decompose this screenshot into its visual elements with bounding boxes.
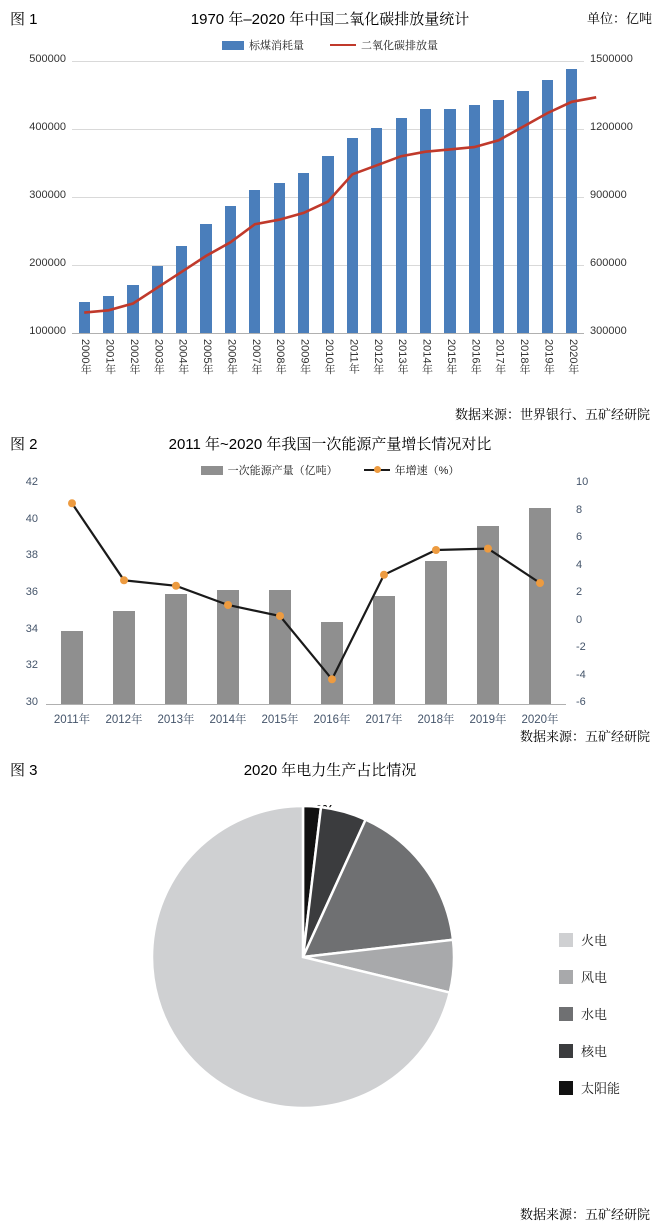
figure-2-source: 数据来源：五矿经研院: [519, 729, 650, 744]
x-axis-tick-label: 2006年: [225, 339, 238, 375]
pie-legend-label: 水电: [580, 1007, 607, 1022]
growth-rate-line: [46, 484, 566, 704]
y-axis-tick-label: 42: [25, 476, 38, 488]
y-axis-tick-label: 34: [25, 622, 38, 635]
legend-bar-label: 一次能源产量（亿吨）: [227, 465, 338, 477]
figure-1-source: 数据来源：世界银行、五矿经研院: [454, 407, 650, 422]
y2-axis-tick-label: 1200000: [590, 121, 633, 133]
x-axis-tick-label: 2012年: [371, 339, 384, 375]
x-axis-tick-label: 2015年: [261, 714, 299, 726]
legend-line-label: 年增速（%）: [394, 465, 460, 477]
y2-axis-tick-label: 300000: [590, 325, 627, 337]
legend-bar-swatch-icon: [222, 41, 244, 50]
pie-legend-label: 太阳能: [580, 1081, 620, 1096]
x-axis-tick-label: 2013年: [157, 714, 195, 726]
y-axis-tick-label: 38: [25, 549, 38, 562]
legend-item-bar: [222, 37, 304, 53]
x-axis-tick-label: 2001年: [103, 339, 116, 375]
pie-legend-label: 风电: [580, 970, 607, 985]
chart-1-plot: [29, 53, 633, 375]
figure-3-source: 数据来源：五矿经研院: [519, 1207, 650, 1222]
pie-legend-item: [559, 967, 620, 986]
x-axis-tick-label: 2002年: [127, 339, 140, 375]
figure-2-legend: [0, 462, 660, 478]
legend-item-line: [330, 37, 438, 53]
x-axis-tick-label: 2014年: [420, 339, 433, 375]
y2-axis-tick-label: 1500000: [590, 53, 633, 65]
x-axis-line: [46, 704, 566, 705]
x-axis-tick-label: 2011年: [347, 339, 360, 374]
y2-axis-tick-label: 8: [576, 503, 583, 516]
pie-legend-swatch-icon: [559, 1081, 573, 1095]
y2-axis-tick-label: 600000: [590, 257, 627, 269]
x-axis-tick-label: 2013年: [396, 339, 409, 375]
figure-1-label: 图 1: [10, 11, 38, 28]
pie-legend-item: [559, 1004, 620, 1023]
x-axis-tick-label: 2005年: [201, 339, 214, 375]
x-axis-tick-label: 2016年: [313, 714, 351, 726]
x-axis-tick-label: 2007年: [249, 339, 262, 375]
y-axis-tick-label: 100000: [29, 325, 66, 337]
figure-1-legend: [0, 37, 660, 53]
figure-2-title: 2011 年~2020 年我国一次能源产量增长情况对比: [168, 436, 492, 453]
x-axis-tick-label: 2019年: [469, 714, 507, 726]
y-axis-tick-label: 500000: [29, 53, 66, 65]
pie-legend-swatch-icon: [559, 933, 573, 947]
legend-line-label: 二氧化碳排放量: [361, 40, 438, 52]
x-axis-tick-label: 2011年: [53, 714, 91, 726]
y-axis-tick-label: 400000: [29, 121, 66, 133]
pie-svg: [148, 802, 458, 1112]
x-axis-tick-label: 2017年: [365, 714, 403, 726]
x-axis-tick-label: 2003年: [152, 339, 165, 375]
x-axis-tick-label: 2015年: [444, 339, 457, 375]
chart-2-plot: [25, 476, 589, 726]
x-axis-tick-label: 2017年: [493, 339, 506, 375]
figure-1-title: 1970 年–2020 年中国二氧化碳排放量统计: [190, 11, 470, 28]
y-axis-tick-label: 30: [25, 696, 38, 708]
chart-3: [0, 780, 660, 1210]
y2-axis-tick-label: 10: [576, 476, 589, 488]
legend-bar-label: 标煤消耗量: [249, 40, 304, 52]
x-axis-tick-label: 2018年: [417, 714, 455, 726]
y2-axis-tick-label: 900000: [590, 189, 627, 201]
chart-1: [0, 53, 660, 408]
pie-legend-label: 核电: [580, 1044, 607, 1059]
x-axis-tick-label: 2010年: [323, 339, 335, 375]
pie-chart: [148, 802, 458, 1112]
legend-item-energy-output: [201, 462, 338, 478]
figure-3-label: 图 3: [10, 762, 38, 779]
pie-legend-swatch-icon: [559, 970, 573, 984]
pie-legend-item: [559, 1041, 620, 1060]
x-axis-tick-label: 2019年: [542, 339, 555, 375]
x-axis-tick-label: 2014年: [209, 714, 247, 726]
pie-legend-item: [559, 1078, 620, 1097]
legend-bar-swatch-icon: [201, 466, 223, 475]
figure-3: [0, 755, 660, 1223]
x-axis-tick-label: 2012年: [105, 714, 143, 726]
y2-axis-tick-label: 0: [576, 613, 583, 626]
y2-axis-tick-label: -6: [576, 696, 586, 708]
x-axis-tick-label: 2016年: [469, 339, 482, 375]
y2-axis-tick-label: -2: [576, 641, 586, 653]
pie-legend-item: [559, 930, 620, 949]
chart-2: [0, 478, 660, 748]
y-axis-tick-label: 300000: [29, 189, 66, 201]
y2-axis-tick-label: -4: [576, 668, 586, 681]
x-axis-tick-label: 2009年: [298, 339, 311, 375]
legend-line-swatch-icon: [364, 469, 390, 471]
x-axis-tick-label: 2000年: [79, 339, 92, 375]
x-axis-tick-label: 2020年: [521, 714, 559, 726]
pie-legend-swatch-icon: [559, 1044, 573, 1058]
y2-axis-tick-label: 2: [576, 586, 583, 598]
x-axis-tick-label: 2004年: [176, 339, 189, 375]
y-axis-tick-label: 36: [25, 586, 38, 598]
legend-item-growth-rate: [364, 462, 460, 478]
y2-axis-tick-label: 6: [576, 531, 583, 543]
y-axis-tick-label: 200000: [29, 257, 66, 269]
y2-axis-tick-label: 4: [576, 558, 583, 571]
legend-line-swatch-icon: [330, 44, 356, 46]
pie-legend-swatch-icon: [559, 1007, 573, 1021]
pie-legend: [559, 930, 620, 1115]
pie-legend-label: 火电: [580, 933, 607, 948]
x-axis-tick-label: 2020年: [566, 339, 579, 375]
figure-1-unit: 单位：亿吨: [586, 11, 652, 26]
figure-2: [0, 429, 660, 745]
y-axis-tick-label: 40: [25, 512, 38, 525]
figure-2-label: 图 2: [10, 436, 38, 453]
co2-line: [72, 61, 584, 333]
x-axis-tick-label: 2008年: [274, 339, 287, 375]
figure-1: [0, 0, 660, 423]
x-axis-line: [72, 333, 584, 334]
figure-3-title: 2020 年电力生产占比情况: [243, 762, 417, 779]
x-axis-tick-label: 2018年: [518, 339, 531, 375]
y-axis-tick-label: 32: [25, 659, 38, 672]
